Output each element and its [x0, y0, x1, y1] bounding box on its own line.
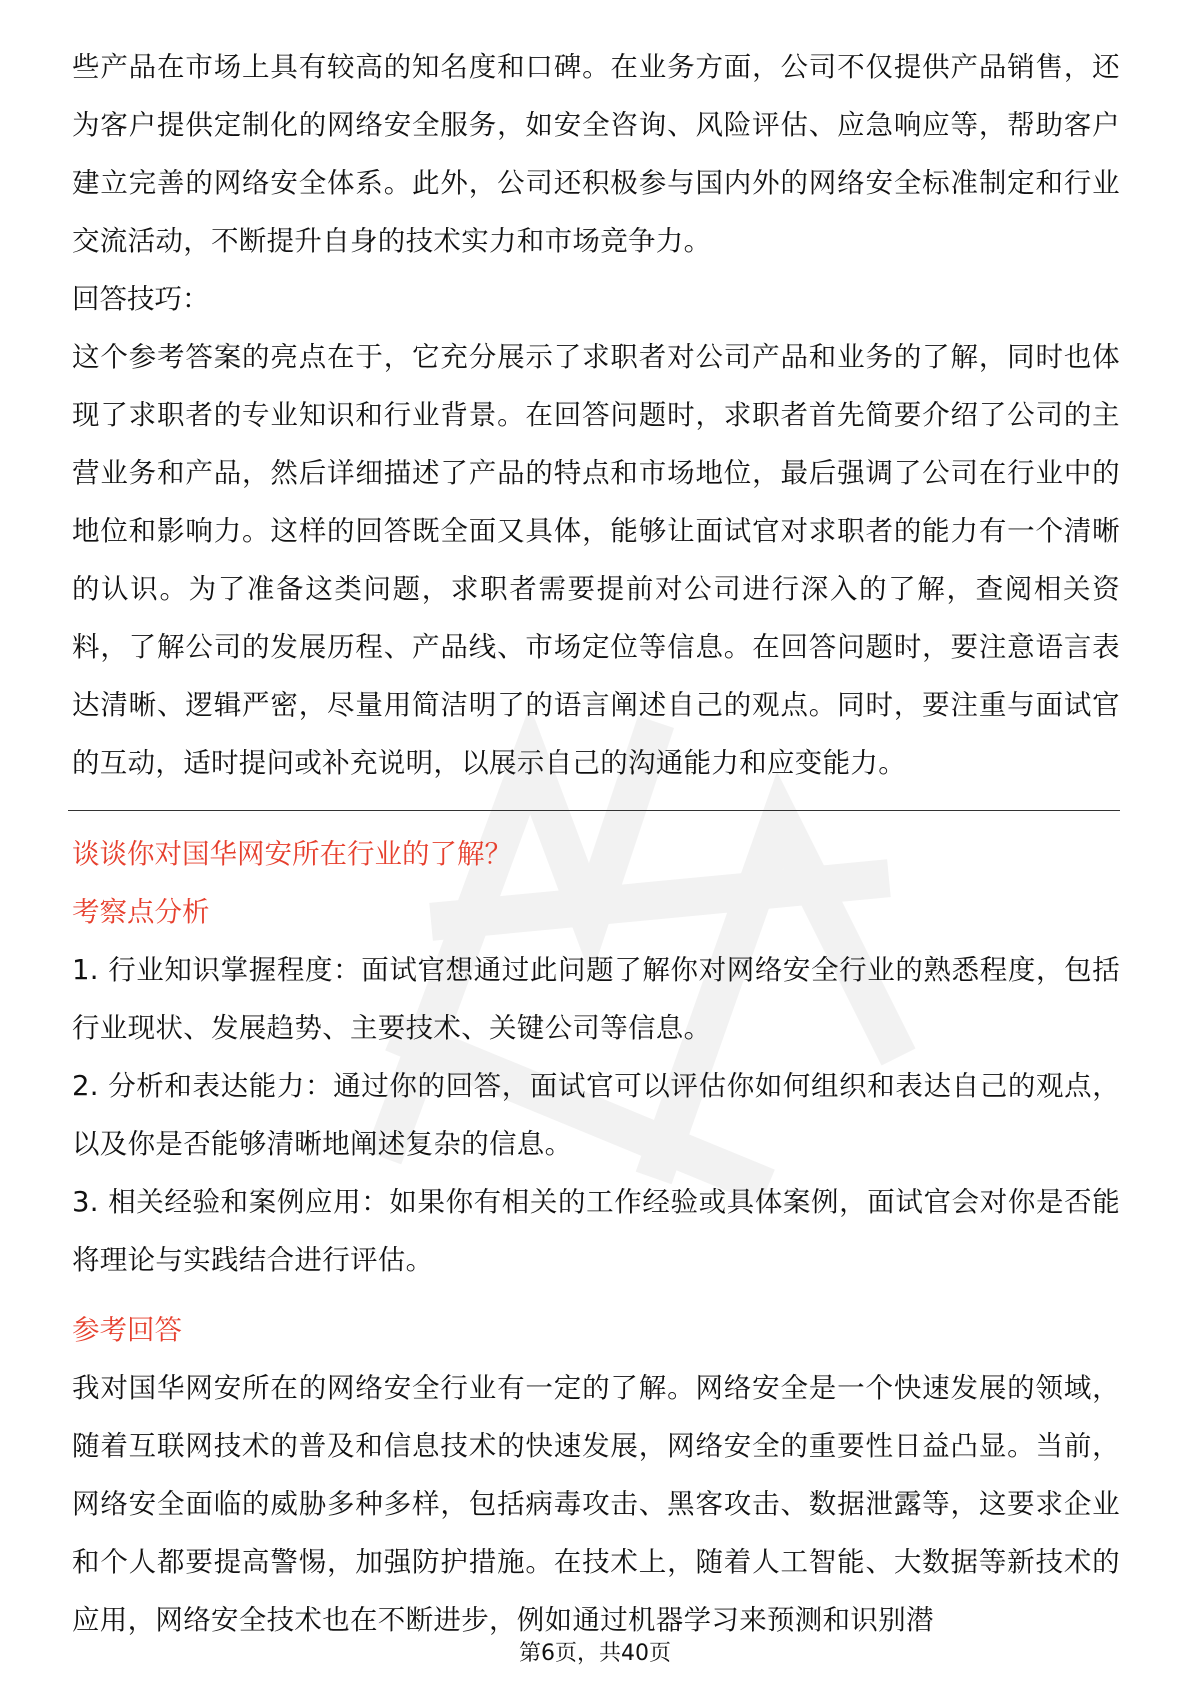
company-business-paragraph: 些产品在市场上具有较高的知名度和口碑。在业务方面，公司不仅提供产品销售，还为客户提供定制化的网络安全服务，如安全咨询、风险评估、应急响应等，帮助客户建立完善的网络安全体系。此外，公司还积极参与国内外的网络安全标准制定和行业交流活动，不断提升自身的技术实力和市场竞争力。	[72, 51, 1120, 257]
answer-paragraph: 我对国华网安所在的网络安全行业有一定的了解。网络安全是一个快速发展的领域，随着互联网技术的普及和信息技术的快速发展，网络安全的重要性日益凸显。当前，网络安全面临的威胁多种多样，包括病毒攻击、黑客攻击、数据泄露等，这要求企业和个人都要提高警惕，加强防护措施。在技术上，随着人工智能、大数据等新技术的应用，网络安全技术也在不断进步，例如通过机器学习来预测和识别潜	[72, 1372, 1120, 1636]
tips-label: 回答技巧：	[72, 283, 210, 315]
question-title: 谈谈你对国华网安所在行业的了解？	[72, 838, 512, 870]
section-divider	[68, 810, 1120, 811]
tips-paragraph: 这个参考答案的亮点在于，它充分展示了求职者对公司产品和业务的了解，同时也体现了求职者的专业知识和行业背景。在回答问题时，求职者首先简要介绍了公司的主营业务和产品，然后详细描述了产品的特点和市场地位，最后强调了公司在行业中的地位和影响力。这样的回答既全面又具体，能够让面试官对求职者的能力有一个清晰的认识。为了准备这类问题，求职者需要提前对公司进行深入的了解，查阅相关资料，了解公司的发展历程、产品线、市场定位等信息。在回答问题时，要注意语言表达清晰、逻辑严密，尽量用简洁明了的语言阐述自己的观点。同时，要注重与面试官的互动，适时提问或补充说明，以展示自己的沟通能力和应变能力。	[72, 341, 1120, 779]
analysis-point-2: 2. 分析和表达能力：通过你的回答，面试官可以评估你如何组织和表达自己的观点，以及你是否能够清晰地阐述复杂的信息。	[72, 1070, 1120, 1160]
analysis-point-1: 1. 行业知识掌握程度：面试官想通过此问题了解你对网络安全行业的熟悉程度，包括行业现状、发展趋势、主要技术、关键公司等信息。	[72, 954, 1120, 1044]
page-number: 第6页，共40页	[519, 1641, 671, 1666]
analysis-heading: 考察点分析	[72, 896, 210, 928]
main-content	[72, 38, 1120, 1649]
answer-heading: 参考回答	[72, 1314, 182, 1346]
analysis-point-3: 3. 相关经验和案例应用：如果你有相关的工作经验或具体案例，面试官会对你是否能将理论与实践结合进行评估。	[72, 1186, 1120, 1276]
